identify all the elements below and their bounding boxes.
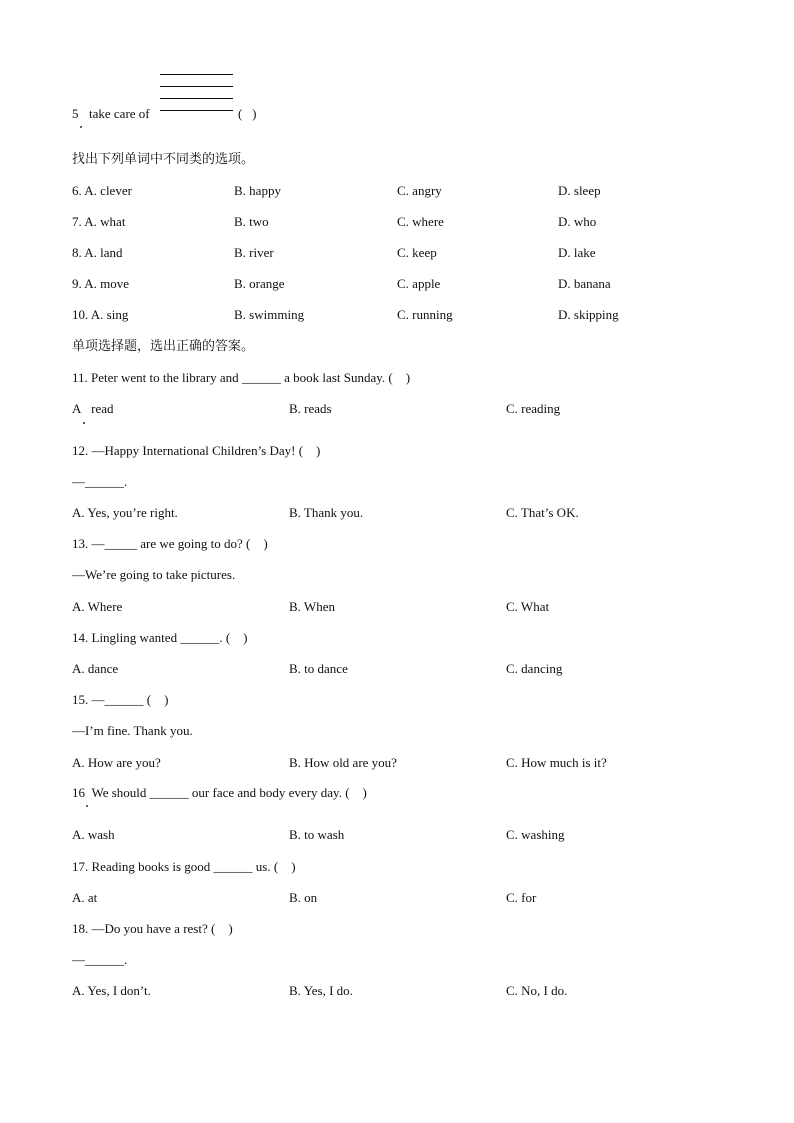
q18-option-a: A. Yes, I don’t. bbox=[72, 983, 151, 998]
q17-option-c: C. for bbox=[506, 890, 537, 905]
q17-option-b: B. on bbox=[289, 890, 318, 905]
q18-stem: 18. —Do you have a rest? ( ) bbox=[72, 921, 233, 936]
q12-stem: 12. —Happy International Children’s Day! ( ) bbox=[72, 443, 321, 458]
q11-options bbox=[0, 401, 794, 417]
q13-stem: 13. —_____ are we going to do? ( ) bbox=[72, 536, 268, 551]
q10-row bbox=[0, 307, 794, 323]
q11-option-b: B. reads bbox=[289, 401, 332, 416]
q9-option-b: B. orange bbox=[234, 276, 285, 291]
q7-row bbox=[0, 214, 794, 230]
q13-option-a: A. Where bbox=[72, 599, 123, 614]
q5-dot bbox=[80, 126, 82, 128]
q12-option-b: B. Thank you. bbox=[289, 505, 364, 520]
q6-row bbox=[0, 183, 794, 199]
q13-options bbox=[0, 599, 794, 615]
q12-option-a: A. Yes, you’re right. bbox=[72, 505, 178, 520]
q17-stem: 17. Reading books is good ______ us. ( ) bbox=[72, 859, 296, 874]
q6-option-c: C. angry bbox=[397, 183, 442, 198]
q12-answer-line: —______. bbox=[72, 474, 128, 489]
q7-option-a: 7. A. what bbox=[72, 214, 126, 229]
answer-line-4 bbox=[160, 110, 233, 111]
q14-option-a: A. dance bbox=[72, 661, 119, 676]
q17-option-a: A. at bbox=[72, 890, 98, 905]
q15-reply: —I’m fine. Thank you. bbox=[72, 723, 193, 738]
q10-option-d: D. skipping bbox=[558, 307, 619, 322]
q11-stem: 11. Peter went to the library and ______ a book last Sunday. ( ) bbox=[72, 370, 411, 385]
q11-option-c: C. reading bbox=[506, 401, 561, 416]
q7-option-d: D. who bbox=[558, 214, 597, 229]
q16-option-c: C. washing bbox=[506, 827, 565, 842]
answer-line-1 bbox=[160, 74, 233, 75]
answer-line-3 bbox=[160, 98, 233, 99]
q9-option-d: D. banana bbox=[558, 276, 611, 291]
q14-option-c: C. dancing bbox=[506, 661, 563, 676]
q16-option-b: B. to wash bbox=[289, 827, 345, 842]
q5-paren: ( ) bbox=[238, 106, 257, 121]
q14-options bbox=[0, 661, 794, 677]
q6-option-b: B. happy bbox=[234, 183, 281, 198]
q11-dot bbox=[83, 422, 85, 424]
q15-option-c: C. How much is it? bbox=[506, 755, 607, 770]
q13-reply: —We’re going to take pictures. bbox=[72, 567, 236, 582]
q18-option-c: C. No, I do. bbox=[506, 983, 568, 998]
q8-option-d: D. lake bbox=[558, 245, 596, 260]
q10-option-c: C. running bbox=[397, 307, 453, 322]
q16-dot bbox=[86, 805, 88, 807]
q15-option-b: B. How old are you? bbox=[289, 755, 397, 770]
q6-option-d: D. sleep bbox=[558, 183, 601, 198]
q16-options bbox=[0, 827, 794, 843]
q15-options bbox=[0, 755, 794, 771]
section2-heading: 单项选择题，选出正确的答案。 bbox=[72, 339, 255, 354]
q18-option-b: B. Yes, I do. bbox=[289, 983, 353, 998]
q5-number: 5 bbox=[72, 106, 79, 121]
q9-option-c: C. apple bbox=[397, 276, 441, 291]
q14-option-b: B. to dance bbox=[289, 661, 348, 676]
q15-stem: 15. —______ ( ) bbox=[72, 692, 169, 707]
q12-options bbox=[0, 505, 794, 521]
q10-option-b: B. swimming bbox=[234, 307, 305, 322]
q7-option-b: B. two bbox=[234, 214, 269, 229]
q7-option-c: C. where bbox=[397, 214, 444, 229]
q14-stem: 14. Lingling wanted ______. ( ) bbox=[72, 630, 248, 645]
q9-option-a: 9. A. move bbox=[72, 276, 130, 291]
q13-option-c: C. What bbox=[506, 599, 550, 614]
q5-text: take care of bbox=[89, 106, 150, 121]
q16-stem: 16 We should ______ our face and body every day. ( ) bbox=[72, 785, 367, 800]
q8-row bbox=[0, 245, 794, 261]
q17-options bbox=[0, 890, 794, 906]
q13-option-b: B. When bbox=[289, 599, 335, 614]
q8-option-a: 8. A. land bbox=[72, 245, 123, 260]
section1-heading: 找出下列单词中不同类的选项。 bbox=[72, 152, 255, 167]
q12-option-c: C. That’s OK. bbox=[506, 505, 579, 520]
q6-option-a: 6. A. clever bbox=[72, 183, 132, 198]
q15-option-a: A. How are you? bbox=[72, 755, 161, 770]
q18-options bbox=[0, 983, 794, 999]
answer-line-2 bbox=[160, 86, 233, 87]
q8-option-c: C. keep bbox=[397, 245, 437, 260]
q16-option-a: A. wash bbox=[72, 827, 115, 842]
q9-row bbox=[0, 276, 794, 292]
q18-answer-line: —______. bbox=[72, 952, 128, 967]
q8-option-b: B. river bbox=[234, 245, 274, 260]
q11-option-a: A read bbox=[72, 401, 114, 416]
q10-option-a: 10. A. sing bbox=[72, 307, 129, 322]
